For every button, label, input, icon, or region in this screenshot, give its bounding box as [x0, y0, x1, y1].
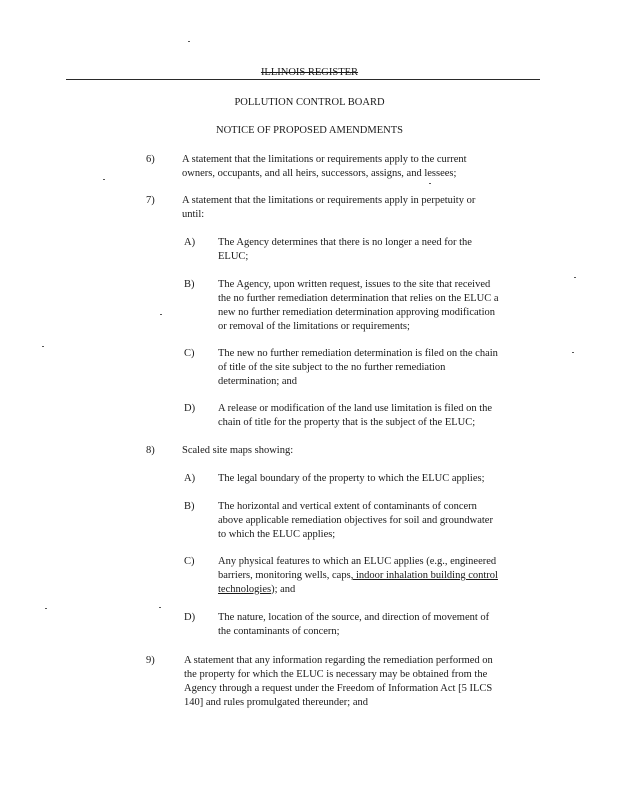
text-line: until:	[182, 209, 205, 220]
scan-speck	[45, 608, 47, 609]
sub-letter: B)	[184, 279, 195, 290]
text-line	[218, 583, 540, 597]
sub-text	[218, 472, 540, 486]
scan-speck	[42, 346, 44, 347]
underlined-amendment: technologies	[218, 584, 272, 595]
underlined-amendment: , indoor inhalation building control	[350, 570, 498, 581]
item-number: 6)	[146, 154, 155, 165]
scan-speck	[103, 179, 105, 180]
text-fragment: barriers, monitoring wells, caps	[218, 570, 351, 581]
text-line: above applicable remediation objectives for soil and groundwater	[218, 515, 493, 526]
header-rule	[66, 79, 540, 80]
item-number: 9)	[146, 655, 155, 666]
text-line: or removal of the limitations or requirements;	[218, 321, 410, 332]
board-name: POLLUTION CONTROL BOARD	[234, 97, 385, 108]
text-line: ELUC;	[218, 251, 249, 262]
sub-text	[218, 500, 540, 542]
text-line: Scaled site maps showing:	[182, 445, 294, 456]
text-line: to which the ELUC applies;	[218, 529, 336, 540]
text-line: owners, occupants, and all heirs, successors, assigns, and lessees;	[182, 168, 457, 179]
sub-letter: A)	[184, 473, 196, 484]
text-line: The Agency determines that there is no longer a need for the	[218, 237, 472, 248]
sub-text	[218, 236, 540, 264]
scan-speck	[160, 314, 162, 315]
sub-letter: D)	[184, 403, 196, 414]
text-line	[218, 569, 540, 583]
item-text	[184, 654, 542, 710]
scan-speck	[159, 607, 161, 608]
sub-letter: D)	[184, 612, 196, 623]
item-text	[182, 153, 527, 181]
text-line: The horizontal and vertical extent of contaminants of concern	[218, 501, 477, 512]
text-line: The nature, location of the source, and direction of movement of	[218, 612, 490, 623]
sub-text	[218, 555, 540, 597]
sub-text	[218, 611, 540, 639]
notice-title: NOTICE OF PROPOSED AMENDMENTS	[216, 125, 403, 136]
text-fragment: ); and	[271, 584, 296, 595]
text-line: Agency through a request under the Freedom of Information Act [5 ILCS	[184, 683, 493, 694]
sub-letter: B)	[184, 501, 195, 512]
text-line: The legal boundary of the property to which the ELUC applies;	[218, 473, 485, 484]
text-line: the contaminants of concern;	[218, 626, 340, 637]
scan-speck	[188, 41, 190, 42]
scan-speck	[574, 277, 576, 278]
text-line: chain of title for the property that is the subject of the ELUC;	[218, 417, 476, 428]
text-line: of title of the site subject to the no further remediation	[218, 362, 446, 373]
text-line: determination; and	[218, 376, 298, 387]
scan-speck	[572, 352, 574, 353]
register-title: ILLINOIS REGISTER	[260, 67, 359, 78]
sub-text	[218, 347, 540, 389]
sub-letter: A)	[184, 237, 196, 248]
text-line: 140] and rules promulgated thereunder; and	[184, 697, 368, 708]
text-line: A statement that any information regarding the remediation performed on	[184, 655, 493, 666]
text-line: new no further remediation determination approving modification	[218, 307, 495, 318]
sub-letter: C)	[184, 348, 195, 359]
sub-text	[218, 278, 540, 334]
sub-text	[218, 402, 540, 430]
item-number: 8)	[146, 445, 155, 456]
item-number: 7)	[146, 195, 155, 206]
text-line: A release or modification of the land use limitation is filed on the	[218, 403, 493, 414]
text-line: Any physical features to which an ELUC applies (e.g., engineered	[218, 556, 497, 567]
item-text	[182, 194, 527, 222]
item-text	[182, 444, 527, 458]
scan-speck	[429, 183, 431, 184]
text-line: The new no further remediation determination is filed on the chain	[218, 348, 498, 359]
text-line: the property for which the ELUC is necessary may be obtained from the	[184, 669, 488, 680]
text-line: A statement that the limitations or requirements apply in perpetuity or	[182, 195, 476, 206]
text-line: The Agency, upon written request, issues to the site that received	[218, 279, 491, 290]
text-line: the no further remediation determination that relies on the ELUC a	[218, 293, 499, 304]
text-line: A statement that the limitations or requirements apply to the current	[182, 154, 467, 165]
sub-letter: C)	[184, 556, 195, 567]
